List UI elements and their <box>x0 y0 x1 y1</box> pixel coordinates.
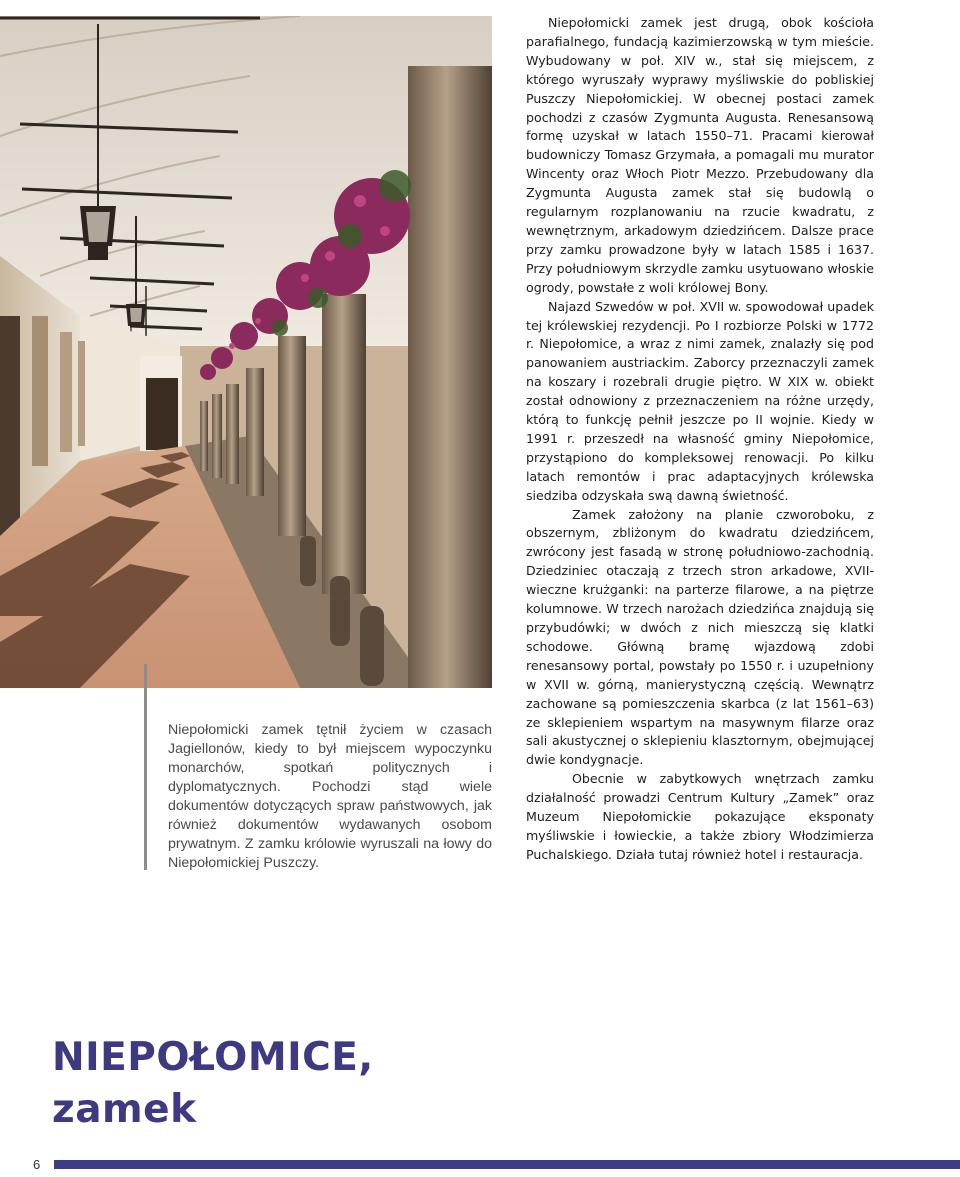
body-paragraph: Najazd Szwedów w poł. XVII w. spowodował upadek tej królewskiej rezydencji. Po I rozbiorze Polski w 1772 r. Niepołomice, a wraz z nimi zamek, znalazły się pod panowaniem austriackim. Zaborcy przeznaczyli zamek na koszary i rozebrali drugie piętro. W XIX w. obiekt został odnowiony z przeznaczeniem na różne urzędy, którą to funkcję pełnił jeszcze po II wojnie. Kiedy w 1991 r. przeszedł na własność gminy Niepołomice, przystąpiono do kompleksowej renowacji. Po kilku latach remontów i prac adaptacyjnych królewska siedziba odzyskała swą dawną świetność. <box>526 298 874 503</box>
caption-rule <box>144 664 147 870</box>
title-line-2: zamek <box>52 1087 197 1132</box>
body-paragraph: Niepołomicki zamek jest drugą, obok kościoła parafialnego, fundacją kazimierzowską w tym mieście. Wybudowany w poł. XIV w., stał się miejscem, z którego wyruszały wyprawy myśliwskie do pobliskiej Puszczy Niepołomickiej. W obecnej postaci zamek pochodzi z czasów Zygmunta Augusta. Renesansową formę uzyskał w latach 1550–71. Pracami kierował budowniczy Tomasz Grzymała, a pomagali mu murator Wincenty oraz Włoch Piotr Mezzo. Przebudowany dla Zygmunta Augusta zamek stał się budowlą o regularnym rozplanowaniu na rzucie kwadratu, z wewnętrznym, arkadowym dziedzińcem. Dalsze prace przy zamku prowadzone były w latach 1585 i 1637. Przy południowym skrzydle zamku usytuowano włoskie ogrody, powstałe z woli królowej Bony. <box>526 15 874 295</box>
footer-bar <box>54 1160 960 1169</box>
page-title <box>52 1032 374 1136</box>
page-number: 6 <box>33 1157 41 1172</box>
body-paragraph: Zamek założony na planie czworoboku, z obszernym, zbliżonym do kwadratu dziedzińcem, zwrócony jest fasadą w stronę południowo-zachodnią. Dziedziniec otaczają z trzech stron arkadowe, XVII-wieczne krużganki: na parterze filarowe, a na piętrze kolumnowe. W trzech narożach dziedzińca znajdują się przybudówki; w dwóch z nich mieszczą się klatki schodowe. Główną bramę wjazdową zdobi renesansowy portal, powstały po 1550 r. i uzupełniony w XVII w. górną, manierystyczną częścią. Wewnątrz zachowane są pomieszczenia skarbca (z lat 1561–63) ze sklepieniem wspartym na masywnym filarze oraz sali akustycznej o sklepieniu klasztornym, obejmującej dwie kondygnacje. <box>526 506 874 768</box>
body-paragraph: Obecnie w zabytkowych wnętrzach zamku działalność prowadzi Centrum Kultury „Zamek” oraz Muzeum Niepołomickie pokazujące eksponaty myśliwskie i łowieckie, a także zbiory Włodzimierza Puchalskiego. Działa tutaj również hotel i restauracja. <box>526 771 874 862</box>
photo-caption: Niepołomicki zamek tętnił życiem w czasach Jagiellonów, kiedy to był miejscem wypoczynku monarchów, spotkań politycznych i dyplomatycznych. Pochodzi stąd wiele dokumentów dotyczących spraw państwowych, jak również dokumentów wydawanych osobom prywatnym. Z zamku królowie wyruszali na łowy do Niepołomickiej Puszczy. <box>168 722 492 871</box>
article-body <box>526 14 874 865</box>
arcade-cloister-photo <box>0 16 492 688</box>
title-line-1: NIEPOŁOMICE, <box>52 1035 374 1080</box>
